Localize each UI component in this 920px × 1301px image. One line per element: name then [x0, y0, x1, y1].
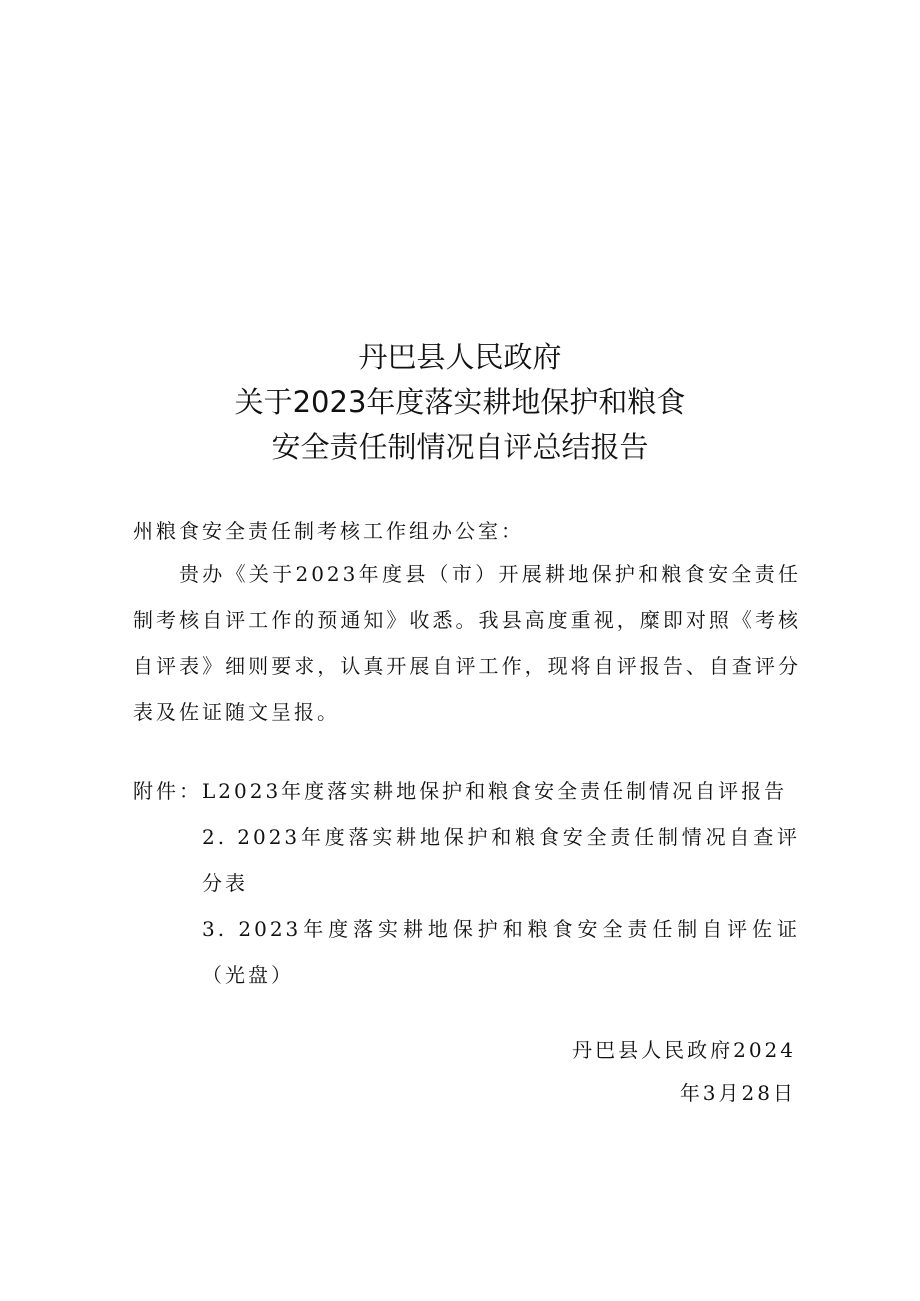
signature-issuer: 丹巴县人民政府2024 — [572, 1038, 796, 1062]
body-paragraph: 贵办《关于2023年度县（市）开展耕地保护和粮食安全责任制考核自评工作的预通知》收悉。我县高度重视，糜即对照《考核自评表》细则要求，认真开展自评工作，现将自评报告、自查评分表及佐证随文呈报。 — [133, 562, 801, 724]
attachment-item-1: 附件：L2023年度落实耕地保护和粮食安全责任制情况自评报告 — [133, 779, 788, 803]
signature-date: 年3月28日 — [679, 1081, 796, 1105]
salutation: 州粮食安全责任制考核工作组办公室： — [133, 519, 524, 543]
document-title-line-3: 安全责任制情况自评总结报告 — [271, 430, 649, 464]
document-title-line-2: 关于2023年度落实耕地保护和粮食 — [234, 385, 686, 419]
document-title-line-1: 丹巴县人民政府 — [358, 340, 562, 374]
attachment-item-2: 2. 2023年度落实耕地保护和粮食安全责任制情况自查评分表 — [202, 825, 800, 895]
attachment-item-3: 3. 2023年度落实耕地保护和粮食安全责任制自评佐证（光盘） — [202, 917, 800, 987]
